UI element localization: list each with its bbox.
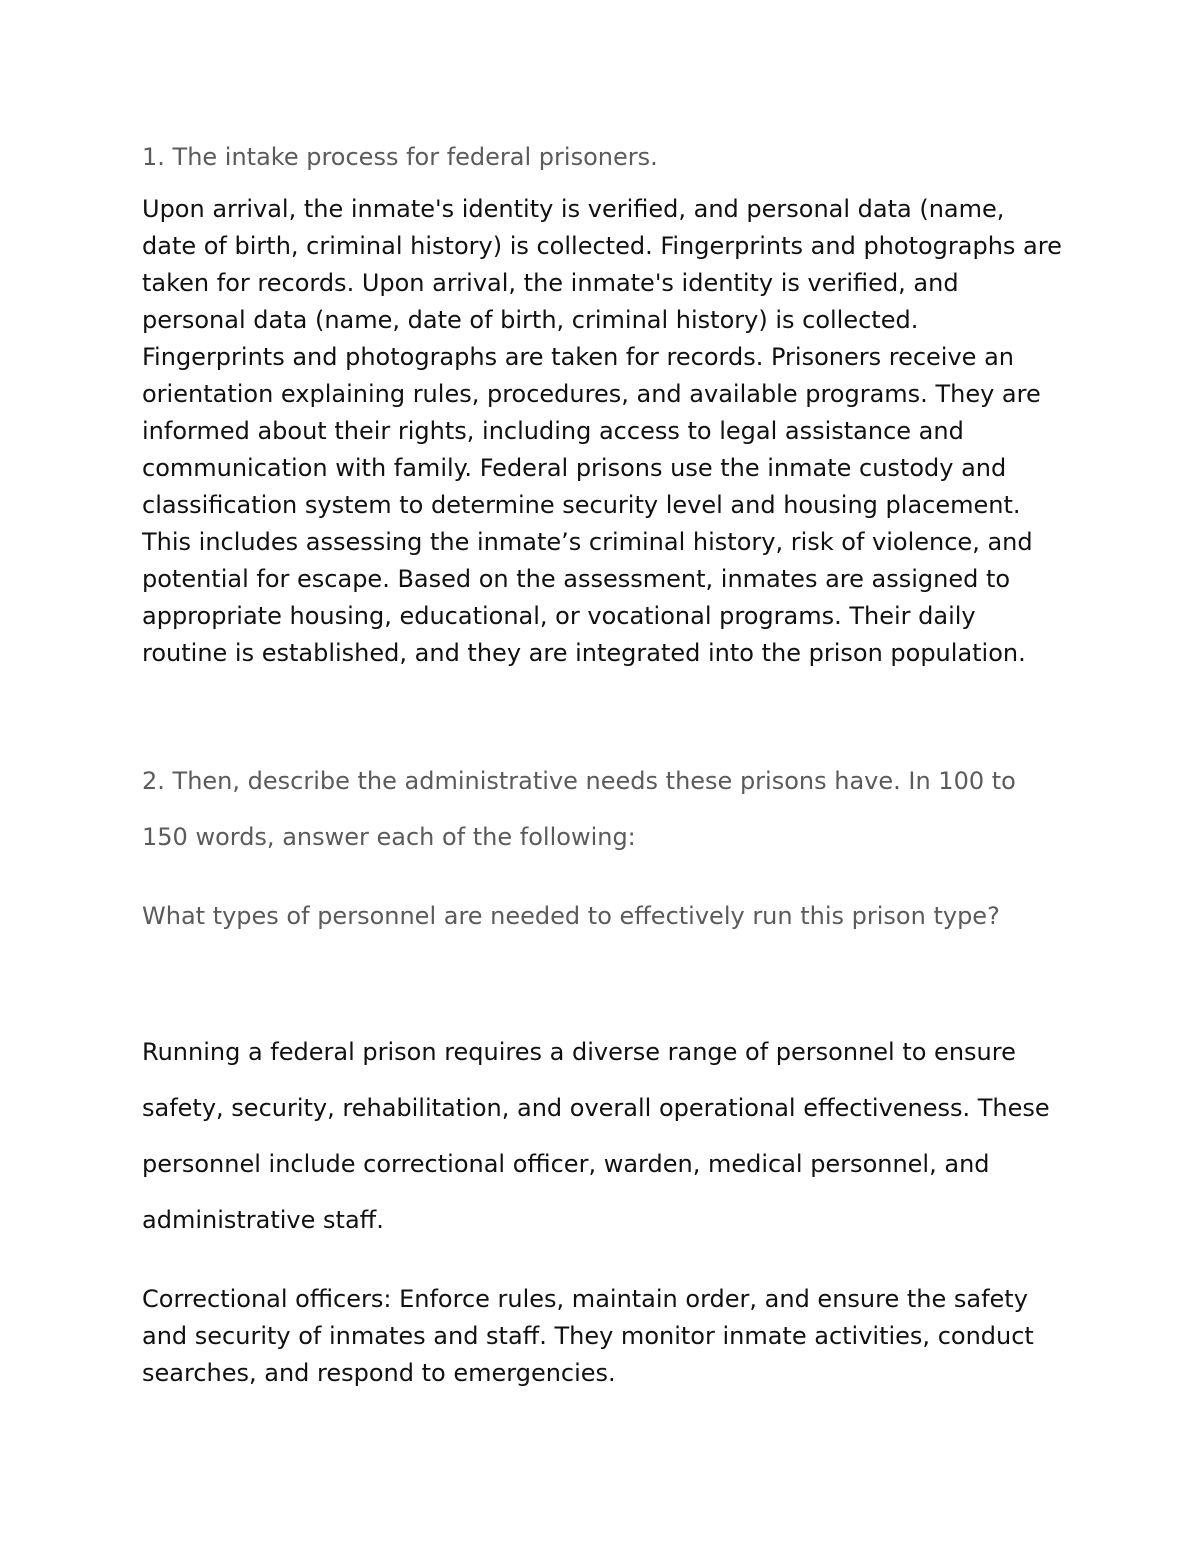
personnel-answer-paragraph: Running a federal prison requires a diverse range of personnel to ensure safety, security, rehabilitation, and overall operational effectiveness. These personnel include correctional officer, warden, medical personnel, and administrative staff. bbox=[142, 1038, 1050, 1234]
section-heading-intake-process: 1. The intake process for federal prisoners. bbox=[142, 143, 658, 171]
administrative-needs-question: 2. Then, describe the administrative needs these prisons have. In 100 to 150 words, answer each of the following: bbox=[142, 767, 1016, 851]
personnel-types-question: What types of personnel are needed to effectively run this prison type? bbox=[142, 902, 1000, 930]
intake-process-paragraph: Upon arrival, the inmate's identity is verified, and personal data (name, date of birth, criminal history) is collected. Fingerprints and photographs are taken for records. Upon arrival, the inmate's identity is verified, and personal data (name, date of birth, criminal history) is collected. Fingerprints and photographs are taken for records. Prisoners receive an orientation explaining rules, procedures, and available programs. They are informed about their rights, including access to legal assistance and communication with family. Federal prisons use the inmate custody and classification system to determine security level and housing placement. This includes assessing the inmate’s criminal history, risk of violence, and potential for escape. Based on the assessment, inmates are assigned to appropriate housing, educational, or vocational programs. Their daily routine is established, and they are integrated into the prison population. bbox=[142, 195, 1062, 667]
correctional-officers-paragraph: Correctional officers: Enforce rules, maintain order, and ensure the safety and security of inmates and staff. They monitor inmate activities, conduct searches, and respond to emergencies. bbox=[142, 1285, 1034, 1387]
